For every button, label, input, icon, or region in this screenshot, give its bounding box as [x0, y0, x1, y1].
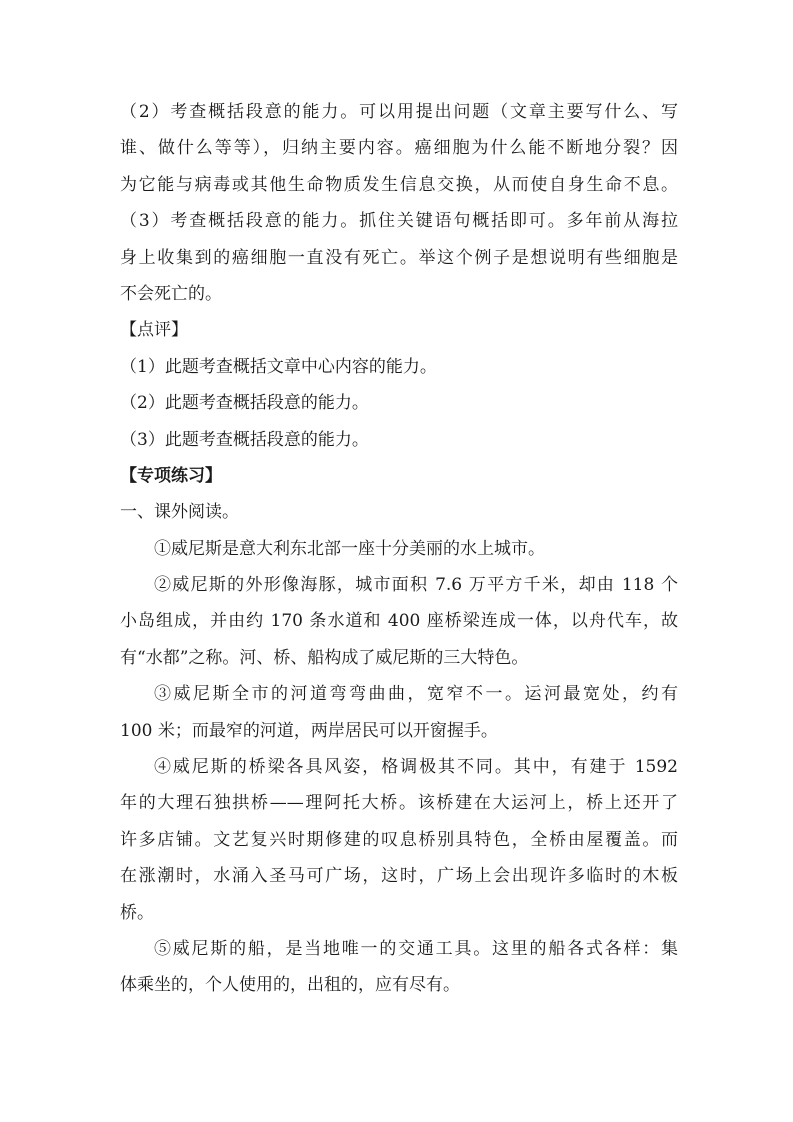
comment-item: （3）此题考查概括段意的能力。 [120, 429, 369, 450]
paragraph-4-line: 许多店铺。文艺复兴时期修建的叹息桥别具特色，全桥由屋覆盖。而 [120, 829, 678, 850]
analysis-item-2 [120, 94, 678, 203]
paragraph-3-line: ③威尼斯全市的河道弯弯曲曲，宽窄不一。运河最宽处，约有 [154, 684, 678, 705]
paragraph-4-line: 在涨潮时，水涌入圣马可广场，这时，广场上会出现许多临时的木板 [120, 866, 678, 887]
text-line: （2）考查概括段意的能力。可以用提出问题（文章主要写什么、写 [120, 102, 678, 122]
comment-heading: 【点评】 [120, 320, 188, 341]
paragraph-4-line: 年的大理石独拱桥——理阿托大桥。该桥建在大运河上，桥上还开了 [120, 793, 678, 814]
practice-section [120, 458, 678, 1004]
paragraph-1-line: ①威尼斯是意大利东北部一座十分美丽的水上城市。 [154, 538, 545, 559]
text-line: 为它能与病毒或其他生命物质发生信息交换，从而使自身生命不息。 [120, 174, 678, 195]
practice-heading: 【专项练习】 [120, 465, 222, 486]
paragraph-4-line: ④威尼斯的桥梁各具风姿，格调极其不同。其中，有建于 1592 [154, 757, 678, 778]
paragraph-2-line: ②威尼斯的外形像海豚，城市面积 7.6 万平方千米，却由 118 个 [154, 575, 678, 596]
section-title: 一、课外阅读。 [120, 502, 239, 523]
comment-section [120, 312, 678, 458]
paragraph-2-line: 有“水都”之称。河、桥、船构成了威尼斯的三大特色。 [120, 647, 529, 668]
comment-item: （1）此题考查概括文章中心内容的能力。 [120, 356, 437, 377]
document-page [120, 94, 678, 1004]
text-line: 谁、做什么等等），归纳主要内容。癌细胞为什么能不断地分裂？因 [120, 138, 678, 159]
text-line: 不会死亡的。 [120, 283, 222, 304]
paragraph-2-line: 小岛组成，并由约 170 条水道和 400 座桥梁连成一体，以舟代车，故 [120, 611, 678, 632]
analysis-item-3 [120, 203, 678, 312]
text-line: 身上收集到的癌细胞一直没有死亡。举这个例子是想说明有些细胞是 [120, 247, 678, 268]
comment-item: （2）此题考查概括段意的能力。 [120, 393, 369, 414]
paragraph-5-line: ⑤威尼斯的船，是当地唯一的交通工具。这里的船各式各样：集 [154, 938, 678, 959]
paragraph-4-line: 桥。 [120, 902, 154, 923]
paragraph-5-line: 体乘坐的，个人使用的，出租的，应有尽有。 [120, 975, 460, 996]
paragraph-3-line: 100 米；而最窄的河道，两岸居民可以开窗握手。 [120, 720, 498, 741]
text-line: （3）考查概括段意的能力。抓住关键语句概括即可。多年前从海拉 [120, 211, 678, 232]
